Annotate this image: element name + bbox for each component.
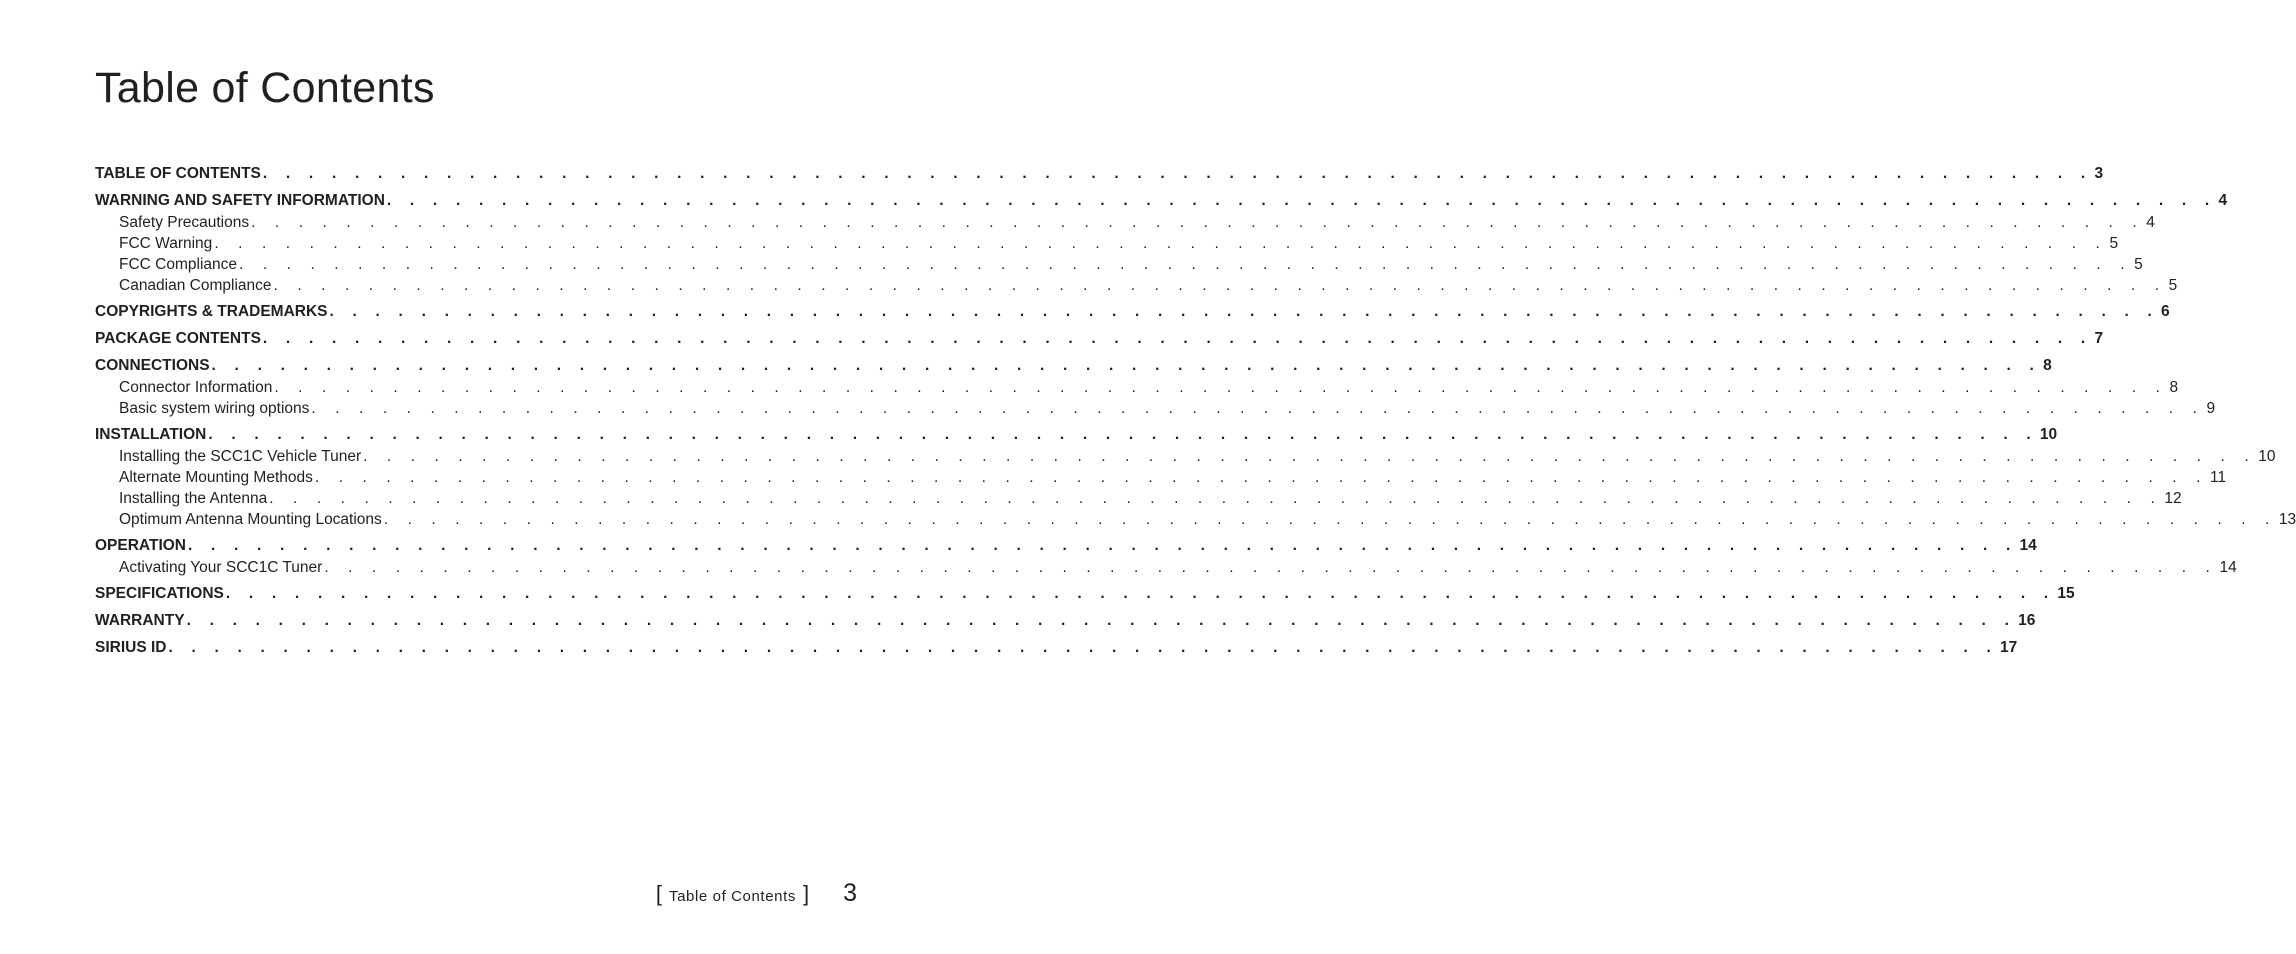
page-title: Table of Contents <box>95 64 435 112</box>
toc-section <box>95 355 2216 419</box>
toc-entry-page: 17 <box>2000 639 2018 656</box>
toc-subentry <box>95 467 2227 488</box>
dot-leader: . . . . . . . . . . . . . . . . . . . . . . . . . . . . . . . . . . . . . . . . . . . . . . . . . . . . . . . . . . . . . . . . . . . . . . . . . . . . . . . . <box>211 357 2042 374</box>
toc-subentry <box>95 233 2119 254</box>
dot-leader: . . . . . . . . . . . . . . . . . . . . . . . . . . . . . . . . . . . . . . . . . . . . . . . . . . . . . . . . . . . . . . . . . . . . . . . . . . . . . . . . <box>269 490 2163 507</box>
toc-subentry <box>95 212 2155 233</box>
page-footer <box>656 879 857 908</box>
toc-section <box>95 301 2170 323</box>
toc-section <box>95 583 2075 605</box>
toc-entry-page: 10 <box>2039 426 2058 443</box>
toc-entry-page: 11 <box>2210 469 2227 486</box>
toc-entry-label: Safety Precautions <box>119 214 250 231</box>
dot-leader: . . . . . . . . . . . . . . . . . . . . . . . . . . . . . . . . . . . . . . . . . . . . . . . . . . . . . . . . . . . . . . . . . . . . . . . . . . . . . . . . <box>251 214 2145 231</box>
toc-entry <box>95 610 2036 632</box>
table-of-contents <box>95 163 2296 664</box>
dot-leader: . . . . . . . . . . . . . . . . . . . . . . . . . . . . . . . . . . . . . . . . . . . . . . . . . . . . . . . . . . . . . . . . . . . . . . . . . . . . . . . . <box>239 256 2133 273</box>
toc-entry-page: 13 <box>2278 511 2296 528</box>
toc-entry-label: Basic system wiring options <box>119 400 310 417</box>
toc-entry <box>95 301 2170 323</box>
toc-section <box>95 190 2228 296</box>
toc-entry-label: Installing the SCC1C Vehicle Tuner <box>119 448 362 465</box>
dot-leader: . . . . . . . . . . . . . . . . . . . . . . . . . . . . . . . . . . . . . . . . . . . . . . . . . . . . . . . . . . . . . . . . . . . . . . . . . . . . . . . . <box>314 469 2208 486</box>
dot-leader: . . . . . . . . . . . . . . . . . . . . . . . . . . . . . . . . . . . . . . . . . . . . . . . . . . . . . . . . . . . . . . . . . . . . . . . . . . . . . . . . <box>262 330 2093 347</box>
toc-entry-page: 14 <box>2219 559 2237 576</box>
toc-entry <box>95 163 2104 185</box>
toc-entry-page: 14 <box>2019 537 2037 554</box>
toc-subentry <box>95 557 2237 578</box>
toc-entry-label: Activating Your SCC1C Tuner <box>119 559 323 576</box>
toc-entry-page: 3 <box>2094 165 2104 182</box>
toc-entry-label: WARRANTY <box>95 612 185 629</box>
toc-entry-label: FCC Warning <box>119 235 213 252</box>
toc-section <box>95 424 2296 530</box>
toc-section <box>95 535 2237 578</box>
toc-entry-label: Canadian Compliance <box>119 277 272 294</box>
toc-entry-label: WARNING AND SAFETY INFORMATION <box>95 192 385 209</box>
toc-subentry <box>95 275 2178 296</box>
toc-entry-label: Installing the Antenna <box>119 490 268 507</box>
toc-entry <box>95 355 2052 377</box>
dot-leader: . . . . . . . . . . . . . . . . . . . . . . . . . . . . . . . . . . . . . . . . . . . . . . . . . . . . . . . . . . . . . . . . . . . . . . . . . . . . . . . . <box>214 235 2108 252</box>
toc-subentry <box>95 509 2296 530</box>
toc-entry-label: SPECIFICATIONS <box>95 585 224 602</box>
toc-entry-page: 16 <box>2018 612 2036 629</box>
toc-entry-page: 5 <box>2134 256 2143 273</box>
toc-entry-page: 15 <box>2057 585 2075 602</box>
toc-entry <box>95 328 2104 350</box>
toc-entry-label: PACKAGE CONTENTS <box>95 330 261 347</box>
dot-leader: . . . . . . . . . . . . . . . . . . . . . . . . . . . . . . . . . . . . . . . . . . . . . . . . . . . . . . . . . . . . . . . . . . . . . . . . . . . . . . . . <box>208 426 2038 443</box>
toc-entry-page: 7 <box>2094 330 2104 347</box>
toc-entry-label: Alternate Mounting Methods <box>119 469 313 486</box>
toc-subentry <box>95 377 2179 398</box>
footer-left-bracket: [ <box>655 881 663 906</box>
page-number: 3 <box>843 879 857 907</box>
toc-entry-label: INSTALLATION <box>95 426 207 443</box>
dot-leader: . . . . . . . . . . . . . . . . . . . . . . . . . . . . . . . . . . . . . . . . . . . . . . . . . . . . . . . . . . . . . . . . . . . . . . . . . . . . . . . . <box>273 277 2167 294</box>
toc-subentry <box>95 398 2216 419</box>
toc-entry-label: Connector Information <box>119 379 273 396</box>
toc-entry <box>95 583 2075 605</box>
toc-entry-page: 5 <box>2109 235 2119 252</box>
dot-leader: . . . . . . . . . . . . . . . . . . . . . . . . . . . . . . . . . . . . . . . . . . . . . . . . . . . . . . . . . . . . . . . . . . . . . . . . . . . . . . . . <box>363 448 2257 465</box>
dot-leader: . . . . . . . . . . . . . . . . . . . . . . . . . . . . . . . . . . . . . . . . . . . . . . . . . . . . . . . . . . . . . . . . . . . . . . . . . . . . . . . . <box>262 165 2093 182</box>
toc-entry-label: OPERATION <box>95 537 186 554</box>
dot-leader: . . . . . . . . . . . . . . . . . . . . . . . . . . . . . . . . . . . . . . . . . . . . . . . . . . . . . . . . . . . . . . . . . . . . . . . . . . . . . . . . <box>168 639 1999 656</box>
toc-subentry <box>95 254 2143 275</box>
dot-leader: . . . . . . . . . . . . . . . . . . . . . . . . . . . . . . . . . . . . . . . . . . . . . . . . . . . . . . . . . . . . . . . . . . . . . . . . . . . . . . . . <box>386 192 2217 209</box>
footer-section-title: Table of Contents <box>669 888 796 905</box>
toc-entry-page: 4 <box>2218 192 2228 209</box>
dot-leader: . . . . . . . . . . . . . . . . . . . . . . . . . . . . . . . . . . . . . . . . . . . . . . . . . . . . . . . . . . . . . . . . . . . . . . . . . . . . . . . . <box>186 612 2017 629</box>
toc-entry-page: 4 <box>2146 214 2155 231</box>
toc-entry-page: 6 <box>2161 303 2170 320</box>
toc-entry-page: 10 <box>2258 448 2276 465</box>
toc-entry <box>95 535 2037 557</box>
toc-section <box>95 610 2036 632</box>
toc-entry-page: 8 <box>2043 357 2052 374</box>
toc-entry-label: CONNECTIONS <box>95 357 210 374</box>
toc-entry-label: TABLE OF CONTENTS <box>95 165 261 182</box>
toc-subentry <box>95 488 2182 509</box>
toc-entry-label: FCC Compliance <box>119 256 238 273</box>
toc-entry <box>95 190 2228 212</box>
dot-leader: . . . . . . . . . . . . . . . . . . . . . . . . . . . . . . . . . . . . . . . . . . . . . . . . . . . . . . . . . . . . . . . . . . . . . . . . . . . . . . . . <box>225 585 2056 602</box>
toc-entry-page: 12 <box>2164 490 2182 507</box>
toc-entry <box>95 424 2058 446</box>
toc-subentry <box>95 446 2276 467</box>
toc-section <box>95 637 2018 659</box>
toc-entry-page: 8 <box>2169 379 2179 396</box>
toc-entry-page: 9 <box>2206 400 2216 417</box>
footer-right-bracket: ] <box>802 881 810 906</box>
dot-leader: . . . . . . . . . . . . . . . . . . . . . . . . . . . . . . . . . . . . . . . . . . . . . . . . . . . . . . . . . . . . . . . . . . . . . . . . . . . . . . . . <box>188 537 2018 554</box>
dot-leader: . . . . . . . . . . . . . . . . . . . . . . . . . . . . . . . . . . . . . . . . . . . . . . . . . . . . . . . . . . . . . . . . . . . . . . . . . . . . . . . . <box>383 511 2277 528</box>
toc-entry-page: 5 <box>2168 277 2178 294</box>
toc-section <box>95 328 2104 350</box>
dot-leader: . . . . . . . . . . . . . . . . . . . . . . . . . . . . . . . . . . . . . . . . . . . . . . . . . . . . . . . . . . . . . . . . . . . . . . . . . . . . . . . . <box>324 559 2218 576</box>
toc-entry-label: Optimum Antenna Mounting Locations <box>119 511 382 528</box>
dot-leader: . . . . . . . . . . . . . . . . . . . . . . . . . . . . . . . . . . . . . . . . . . . . . . . . . . . . . . . . . . . . . . . . . . . . . . . . . . . . . . . . <box>311 400 2205 417</box>
toc-entry-label: COPYRIGHTS & TRADEMARKS <box>95 303 328 320</box>
toc-section <box>95 163 2104 185</box>
dot-leader: . . . . . . . . . . . . . . . . . . . . . . . . . . . . . . . . . . . . . . . . . . . . . . . . . . . . . . . . . . . . . . . . . . . . . . . . . . . . . . . . <box>274 379 2168 396</box>
toc-entry-label: SIRIUS ID <box>95 639 167 656</box>
dot-leader: . . . . . . . . . . . . . . . . . . . . . . . . . . . . . . . . . . . . . . . . . . . . . . . . . . . . . . . . . . . . . . . . . . . . . . . . . . . . . . . . <box>329 303 2160 320</box>
toc-entry <box>95 637 2018 659</box>
